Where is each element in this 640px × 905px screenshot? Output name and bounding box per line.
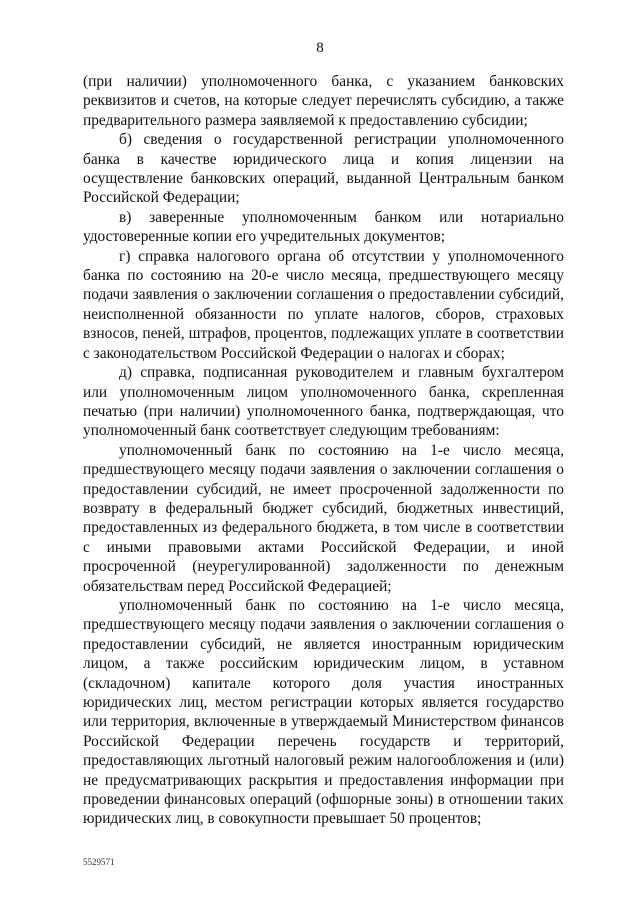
document-body <box>83 72 564 829</box>
document-code: 5529571 <box>83 857 115 867</box>
paragraph-item-b: б) сведения о государственной регистрации уполномоченного банка в качестве юридического лица и копия лицензии на осуществление банковских операций, выданной Центральным банком Российской Федерации; <box>83 131 564 207</box>
paragraph-item-v: в) заверенные уполномоченным банком или нотариально удостоверенные копии его учредительных документов; <box>83 208 564 246</box>
paragraph-bank-details-continuation: (при наличии) уполномоченного банка, с указанием банковских реквизитов и счетов, на которые следует перечислять субсидию, а также предварительного размера заявляемой к предоставлению субсидии; <box>83 73 564 129</box>
paragraph-requirement-2: уполномоченный банк по состоянию на 1-е число месяца, предшествующего месяцу подачи заявления о заключении соглашения о предоставлении субсидий, не является иностранным юридическим лицом, а также российским юридическим лицом, в уставном (складочном) капитале которого доля участия иностранных юридических лиц, местом регистрации которых является государство или территория, включенные в утверждаемый Министерством финансов Российской Федерации перечень государств и территорий, предоставляющих льготный налоговый режим налогообложения и (или) не предусматривающих раскрытия и предоставления информации при проведении финансовых операций (офшорные зоны) в отношении таких юридических лиц, в совокупности превышает 50 процентов; <box>83 596 564 828</box>
paragraph-item-d: д) справка, подписанная руководителем и главным бухгалтером или уполномоченным лицом уполномоченного банка, скрепленная печатью (при наличии) уполномоченного банка, подтверждающая, что уполномоченный банк соответствует следующим требованиям: <box>83 364 564 440</box>
page-number: 8 <box>316 40 324 56</box>
paragraph-item-g: г) справка налогового органа об отсутствии у уполномоченного банка по состоянию на 20-е число месяца, предшествующего месяцу подачи заявления о заключении соглашения о предоставлении субсидий, неисполненной обязанности по уплате налогов, сборов, страховых взносов, пеней, штрафов, процентов, подлежащих уплате в соответствии с законодательством Российской Федерации о налогах и сборах; <box>83 247 564 362</box>
paragraph-requirement-1: уполномоченный банк по состоянию на 1-е число месяца, предшествующего месяцу подачи заявления о заключении соглашения о предоставлении субсидий, не имеет просроченной задолженности по возврату в федеральный бюджет субсидий, бюджетных инвестиций, предоставленных из федерального бюджета, в том числе в соответствии с иными правовыми актами Российской Федерации, и иной просроченной (неурегулированной) задолженности по денежным обязательствам перед Российской Федерацией; <box>83 441 564 595</box>
